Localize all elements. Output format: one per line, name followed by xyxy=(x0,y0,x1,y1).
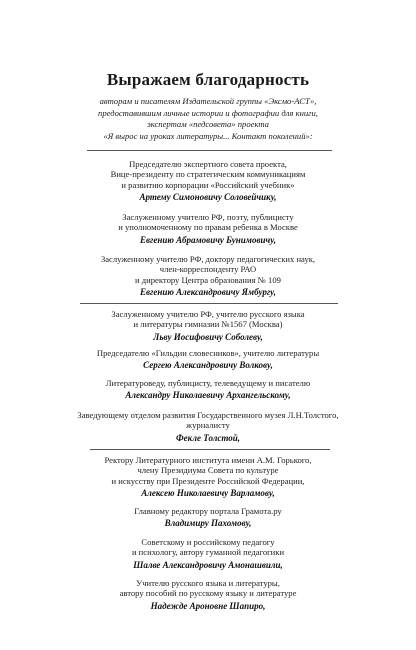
intro-line: экспертам «педсовета» проекта xyxy=(147,119,269,130)
entry-description: Учителю русского языка и литературы, xyxy=(136,578,280,588)
entry-description: члену Президиума Совета по культуре xyxy=(137,465,279,476)
entry-name: Евгению Александровичу Ямбургу, xyxy=(140,287,276,298)
intro-line: авторам и писателям Издательской группы «Эксмо-АСТ», xyxy=(99,96,317,106)
entry-description: член-корреспонденту РАО xyxy=(159,264,257,275)
entry-name: Сергею Александровичу Волкову, xyxy=(143,360,273,371)
entry-description: Ректору Литературного института имени А.М. Горького, xyxy=(104,455,312,465)
entry-name: Льву Иосифовичу Соболеву, xyxy=(153,331,263,342)
entry-name: Алексею Николаевичу Варламову, xyxy=(141,488,275,499)
page-title: Выражаем благодарность xyxy=(106,70,310,89)
entry-description: и психологу, автору гуманной педагогики xyxy=(131,547,285,558)
entry-description: Вице-президенту по стратегическим коммуникациям xyxy=(110,169,306,180)
entry-description: Советскому и российскому педагогу xyxy=(141,537,275,547)
entry-name: Артему Симоновичу Соловейчику, xyxy=(139,192,277,203)
acknowledgement-entry xyxy=(0,578,416,612)
acknowledgement-entry xyxy=(0,537,416,571)
entry-description: Литературоведу, публицисту, телеведущему и писателю xyxy=(105,378,311,388)
entry-description: Заслуженному учителю РФ, доктору педагогических наук, xyxy=(100,254,316,264)
divider-rule xyxy=(80,303,338,304)
intro-line: предоставившим личные истории и фотографии для книги, xyxy=(98,107,318,118)
entry-description: Главному редактору портала Грамота.ру xyxy=(134,506,282,516)
entry-description: автору пособий по русскому языку и литературе xyxy=(119,588,297,599)
entry-description: Заслуженному учителю РФ, учителю русского языка xyxy=(111,309,305,319)
acknowledgement-entry xyxy=(0,212,416,246)
entry-description: Заведующему отделом развития Государственного музея Л.Н.Толстого, xyxy=(77,410,339,420)
intro-line: «Я вырос на уроках литературы... Контакт поколений»: xyxy=(103,130,313,141)
acknowledgement-entry xyxy=(0,159,416,203)
entry-description: Председателю «Гильдии словесников», учителю литературы xyxy=(96,348,320,358)
acknowledgement-entry xyxy=(0,348,416,371)
acknowledgement-entry xyxy=(0,378,416,401)
entry-description: и литературы гимназии №1567 (Москва) xyxy=(133,319,283,330)
acknowledgement-entry xyxy=(0,455,416,499)
divider-rule xyxy=(87,150,332,151)
entry-name: Владимиру Пахомову, xyxy=(164,518,252,529)
acknowledgement-entry xyxy=(0,309,416,343)
acknowledgement-entry xyxy=(0,506,416,529)
entry-description: Председателю экспертного совета проекта, xyxy=(129,159,287,169)
entry-description: и директору Центра образования № 109 xyxy=(135,274,281,285)
entry-name: Александру Николаевичу Архангельскому, xyxy=(125,390,291,401)
acknowledgement-entry xyxy=(0,254,416,298)
entry-name: Надежде Ароновне Шапиро, xyxy=(150,600,266,611)
intro-paragraph xyxy=(40,96,376,142)
entry-description: и развитию корпорации «Российский учебник» xyxy=(121,179,295,190)
acknowledgement-entry xyxy=(0,410,416,444)
entry-description: Заслуженному учителю РФ, поэту, публицисту xyxy=(122,212,294,222)
entry-name: Фекле Толстой, xyxy=(176,432,240,443)
entry-description: и уполномоченному по правам ребенка в Москве xyxy=(118,222,298,233)
entry-description: журналисту xyxy=(186,420,230,431)
entry-name: Шалве Александровичу Амонашвили, xyxy=(133,559,283,570)
entry-description: и искусству при Президенте Российской Федерации, xyxy=(111,475,305,486)
entry-name: Евгению Абрамовичу Бунимовичу, xyxy=(140,234,276,245)
divider-rule xyxy=(90,449,330,450)
